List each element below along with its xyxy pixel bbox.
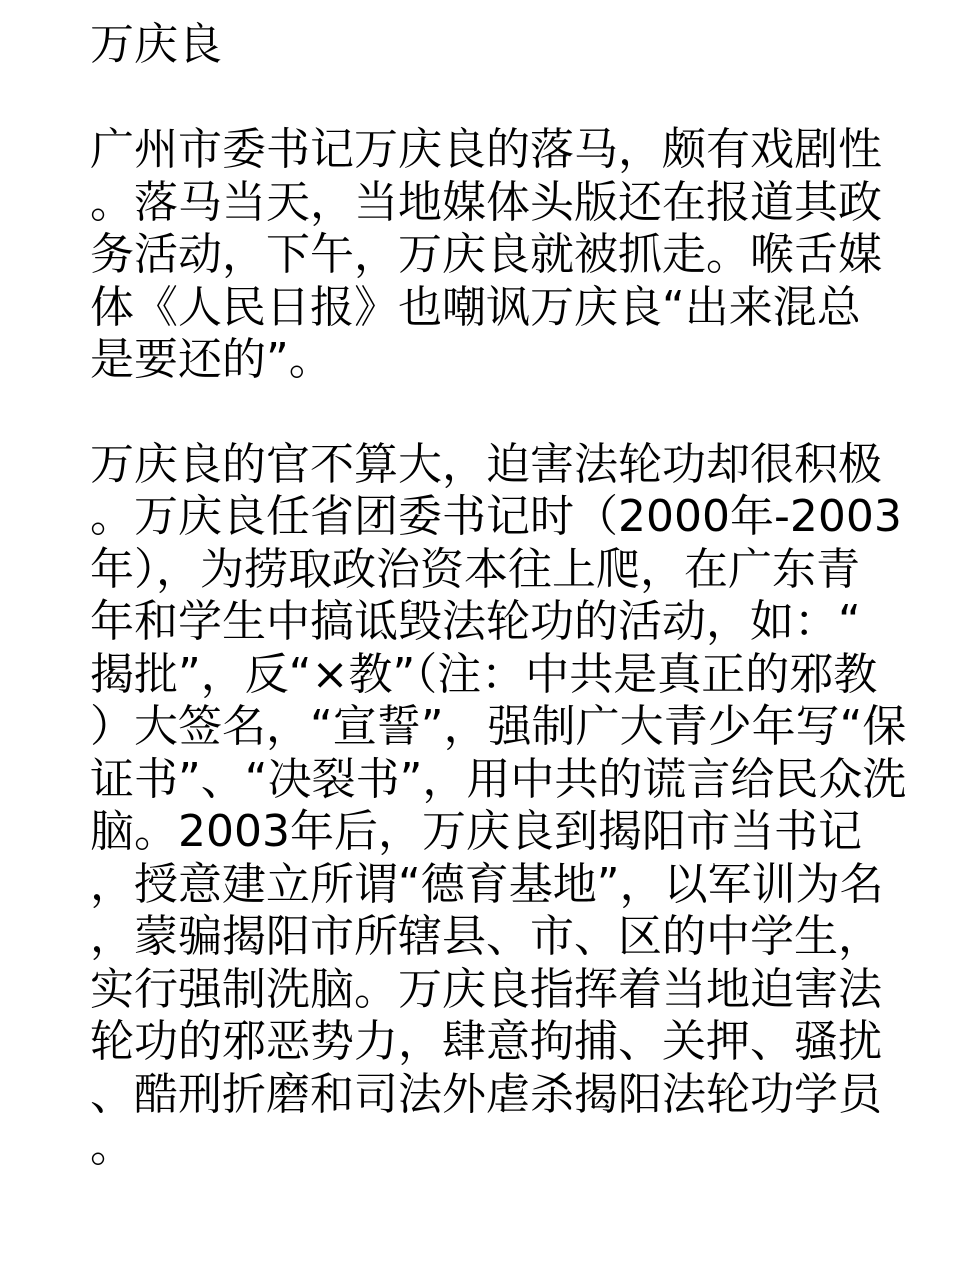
paragraph-line: 年），为捞取政治资本往上爬，在广东青: [90, 543, 860, 595]
paragraph-line: ，授意建立所谓“德育基地”，以军训为名: [90, 858, 884, 910]
paragraph-line: ）大签名，“宣誓”，强制广大青少年写“保: [90, 701, 907, 752]
paragraph-line: 揭批”，反“×教”（注：中共是真正的邪教: [90, 648, 878, 700]
paragraph-line: 务活动，下午，万庆良就被抓走。喉舌媒: [90, 229, 882, 280]
paragraph-line: 证书”、“决裂书”，用中共的谎言给民众洗: [90, 753, 907, 805]
paragraph-line: 年和学生中搞诋毁法轮功的活动，如：“: [90, 596, 861, 647]
paragraph-line: 体《人民日报》也嘲讽万庆良“出来混总: [90, 281, 861, 333]
paragraph-line: 是要还的”。: [90, 334, 333, 385]
paragraph-line: 轮功的邪恶势力，肆意拘捕、关押、骚扰: [90, 1016, 882, 1067]
paragraph-2: [90, 438, 907, 1174]
paragraph-line: 、酷刑折磨和司法外虐杀揭阳法轮功学员: [90, 1068, 882, 1120]
paragraph-line: 万庆良的官不算大，迫害法轮功却很积极: [90, 438, 882, 490]
paragraph-line: ，蒙骗揭阳市所辖县、市、区的中学生，: [90, 911, 882, 962]
document-title: 万庆良: [90, 19, 222, 70]
paragraph-1: [90, 124, 890, 387]
paragraph-spacer: [90, 387, 890, 439]
document-page: [90, 18, 907, 1174]
paragraph-line: 实行强制洗脑。万庆良指挥着当地迫害法: [90, 963, 882, 1015]
paragraph-line: 。落马当天，当地媒体头版还在报道其政: [90, 176, 882, 228]
paragraph-line: 。: [90, 1121, 134, 1172]
paragraph-line: 脑。2003年后，万庆良到揭阳市当书记: [90, 806, 862, 857]
paragraph-line: 。万庆良任省团委书记时（2000年-2003: [90, 491, 902, 542]
paragraph-line: 广州市委书记万庆良的落马，颇有戏剧性: [90, 124, 882, 175]
